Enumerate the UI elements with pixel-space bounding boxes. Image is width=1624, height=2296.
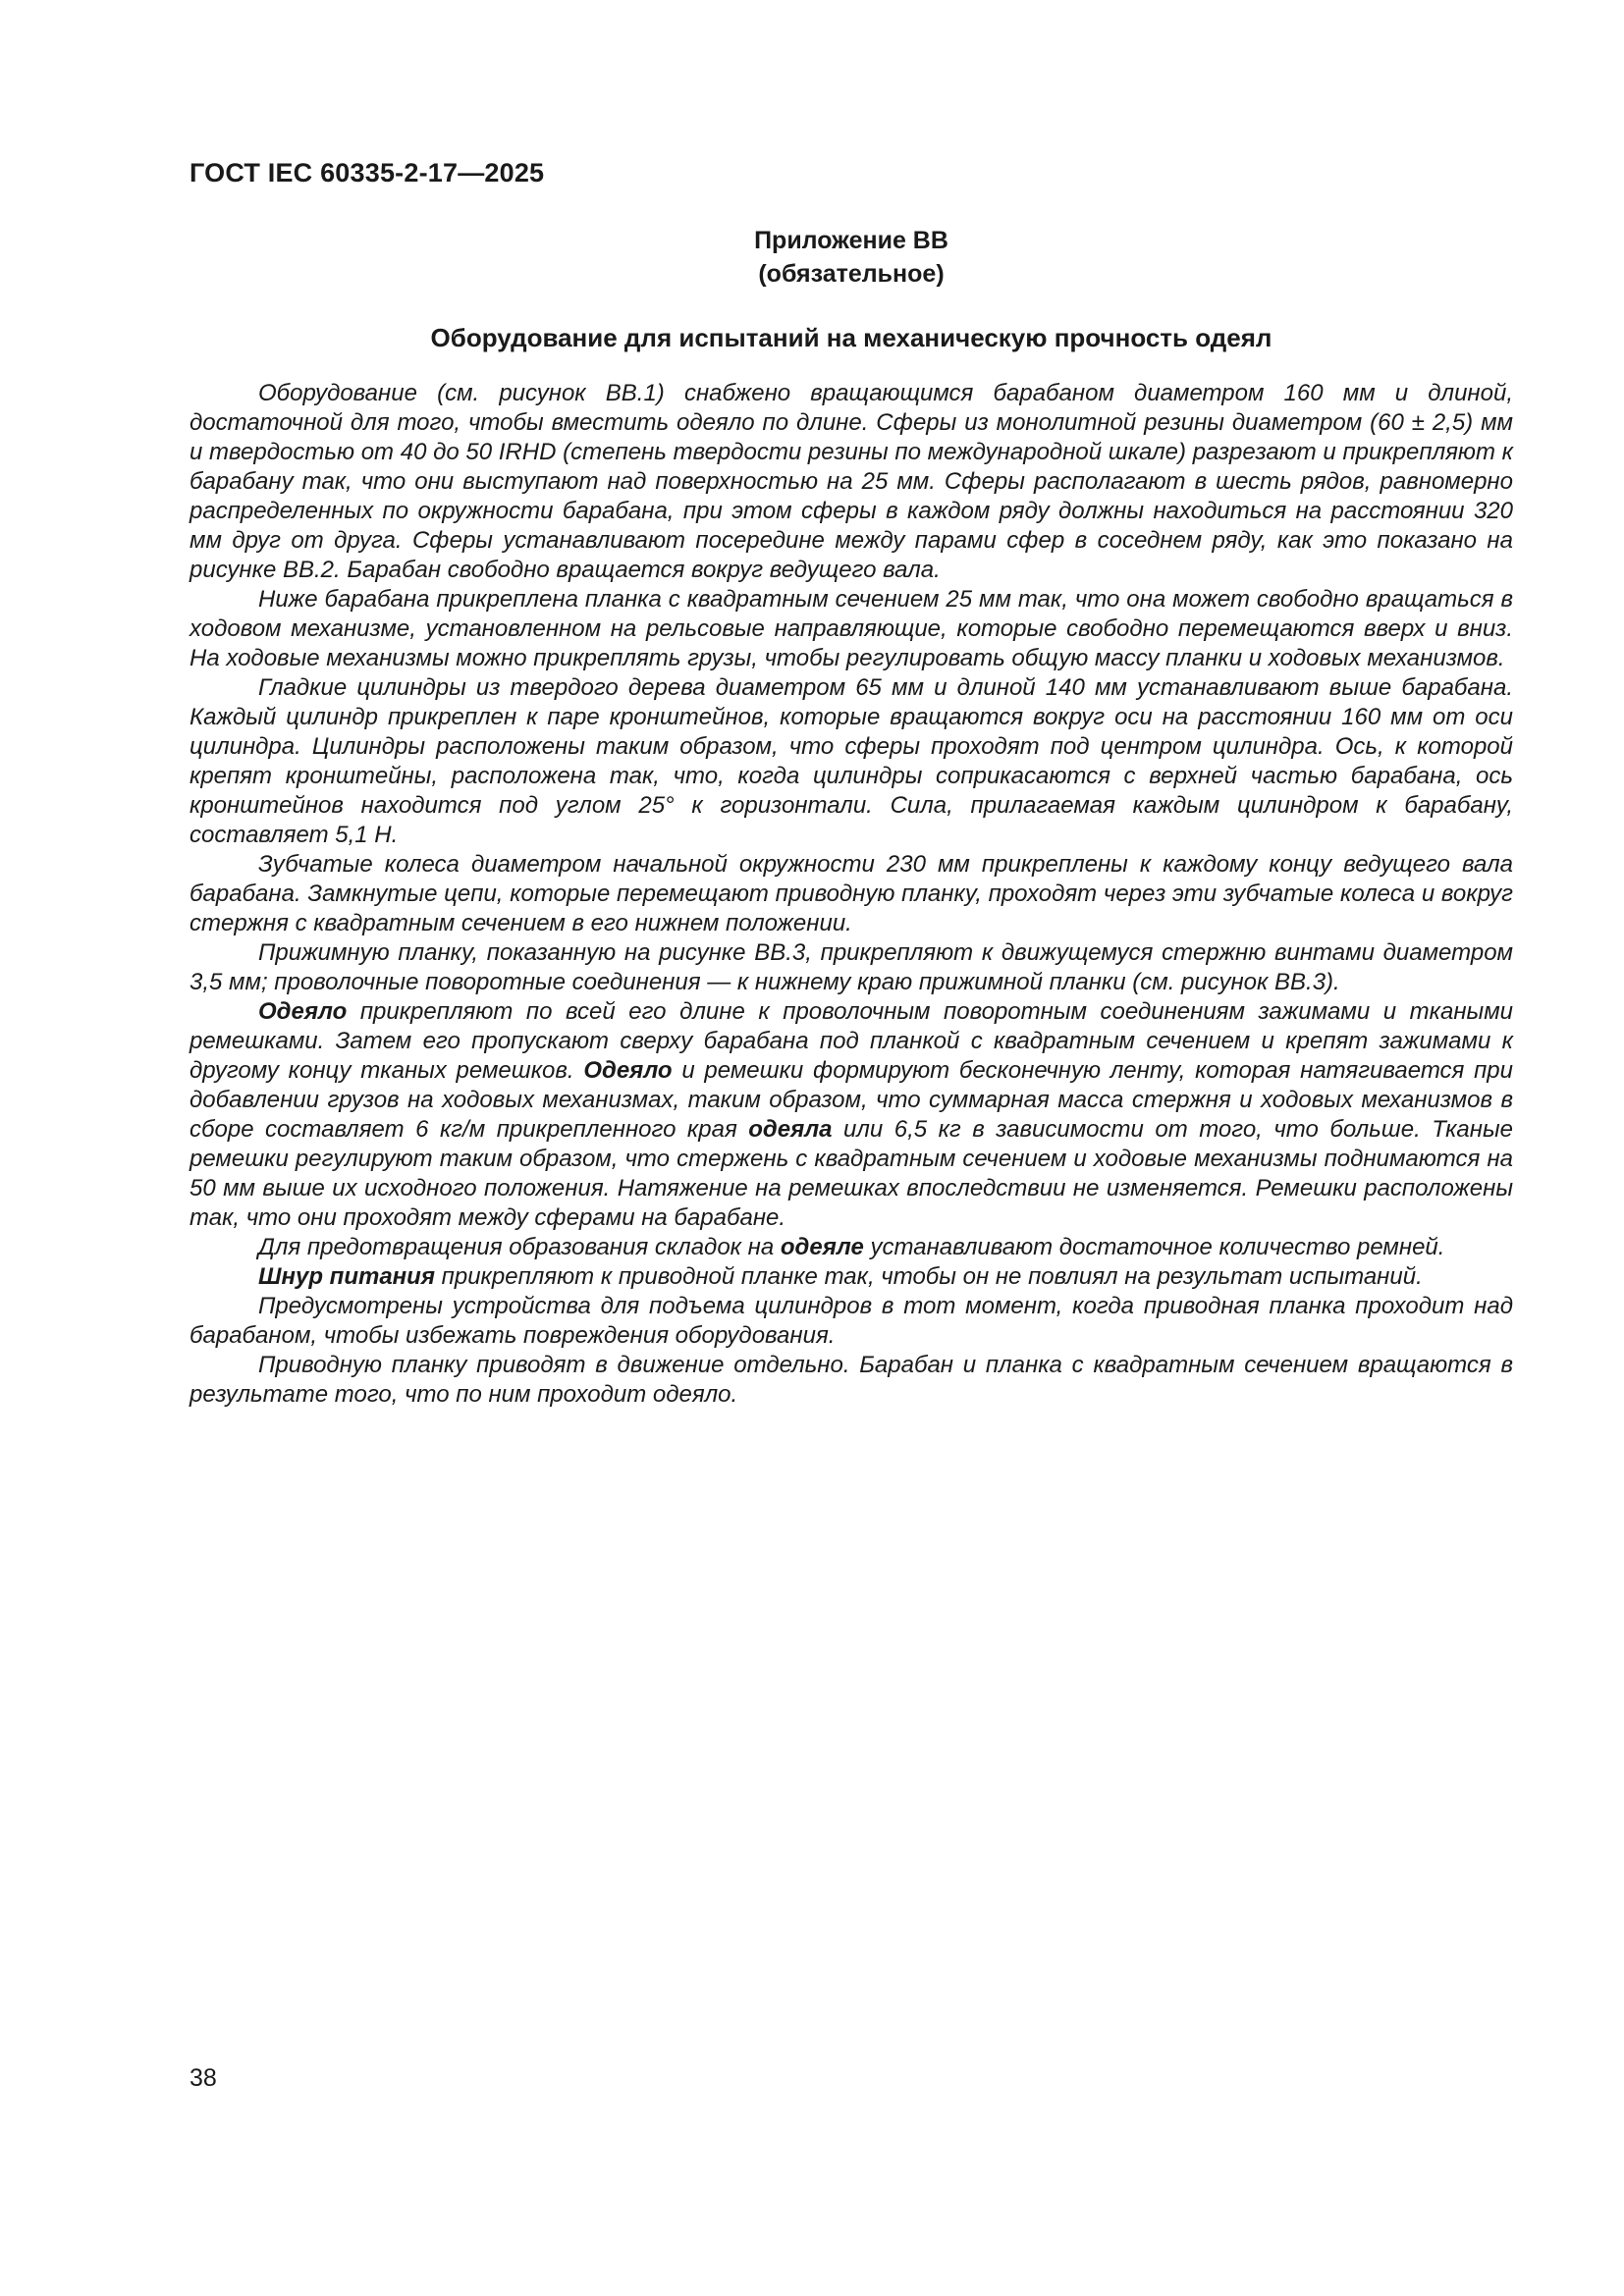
paragraph-segment: Предусмотрены устройства для подъема цилиндров в тот момент, когда приводная планка проходит над барабаном, чтобы избежать повреждения оборудования.	[189, 1293, 1513, 1349]
paragraph	[189, 1233, 1513, 1262]
paragraph-segment: или 6,5 кг в зависимости от того, что больше. Тканые ремешки регулируют таким образом, что стержень с квадратным сечением и ходовые механизмы поднимаются на 50 мм выше их исходного положения. Натяжение на ремешках впоследствии не изменяется. Ремешки расположены так, что они проходят между сферами на барабане.	[189, 1116, 1513, 1231]
paragraph-segment: Для предотвращения образования складок на	[258, 1234, 781, 1260]
paragraph	[189, 379, 1513, 585]
paragraph-segment: Гладкие цилиндры из твердого дерева диаметром 65 мм и длиной 140 мм устанавливают выше барабана. Каждый цилиндр прикреплен к паре кронштейнов, которые вращаются вокруг оси на расстоянии 160 мм от оси цилиндра. Цилиндры расположены таким образом, что сферы проходят под центром цилиндра. Ось, к которой крепят кронштейны, расположена так, что, когда цилиндры соприкасаются с верхней частью барабана, ось кронштейнов находится под углом 25° к горизонтали. Сила, прилагаемая каждым цилиндром к барабану, составляет 5,1 Н.	[189, 674, 1513, 848]
paragraph	[189, 1292, 1513, 1351]
paragraph	[189, 997, 1513, 1233]
paragraph-bold-segment: Одеяло	[583, 1057, 673, 1084]
paragraph	[189, 585, 1513, 673]
paragraph-segment: и ремешки формируют бесконечную ленту, которая натягивается при добавлении грузов на ходовых механизмах, таким образом, что суммарная масса стержня и ходовых механизмов в сборе составляет 6 кг/м прикрепленного края	[189, 1057, 1513, 1143]
paragraph	[189, 850, 1513, 938]
paragraph-segment: Приводную планку приводят в движение отдельно. Барабан и планка с квадратным сечением вращаются в результате того, что по ним проходит одеяло.	[189, 1352, 1513, 1408]
paragraph-bold-segment: Одеяло	[258, 998, 348, 1025]
appendix-title: Приложение ВВ	[754, 227, 948, 254]
paragraph-segment: Зубчатые колеса диаметром начальной окружности 230 мм прикреплены к каждому концу ведущего вала барабана. Замкнутые цепи, которые перемещают приводную планку, проходят через эти зубчатые колеса и вокруг стержня с квадратным сечением в его нижнем положении.	[189, 851, 1513, 936]
page-content	[189, 157, 1513, 1410]
appendix-subtitle: (обязательное)	[758, 260, 945, 288]
paragraph-bold-segment: одеяла	[748, 1116, 833, 1143]
document-header: ГОСТ IEC 60335-2-17—2025	[189, 158, 545, 187]
body-text	[189, 379, 1513, 1410]
paragraph-segment: Прижимную планку, показанную на рисунке ВВ.3, прикрепляют к движущемуся стержню винтами диаметром 3,5 мм; проволочные поворотные соединения — к нижнему краю прижимной планки (см. рисунок ВВ.3).	[189, 939, 1513, 995]
paragraph-segment: прикрепляют к приводной планке так, чтобы он не повлиял на результат испытаний.	[434, 1263, 1423, 1290]
paragraph-segment: прикрепляют по всей его длине к проволочным поворотным соединениям зажимами и ткаными ремешками. Затем его пропускают сверху барабана под планкой с квадратным сечением и крепят зажимами к другому концу тканых ремешков.	[189, 998, 1513, 1084]
paragraph-segment: Ниже барабана прикреплена планка с квадратным сечением 25 мм так, что она может свободно вращаться в ходовом механизме, установленном на рельсовые направляющие, которые свободно перемещаются вверх и вниз. На ходовые механизмы можно прикреплять грузы, чтобы регулировать общую массу планки и ходовых механизмов.	[189, 586, 1513, 671]
paragraph-bold-segment: одеяле	[780, 1234, 864, 1260]
paragraph-segment: Оборудование (см. рисунок ВВ.1) снабжено вращающимся барабаном диаметром 160 мм и длиной, достаточной для того, чтобы вместить одеяло по длине. Сферы из монолитной резины диаметром (60 ± 2,5) мм и твердостью от 40 до 50 IRHD (степень твердости резины по международной шкале) разрезают и прикрепляют к барабану так, что они выступают над поверхностью на 25 мм. Сферы располагают в шесть рядов, равномерно распределенных по окружности барабана, при этом сферы в каждом ряду должны находиться на расстоянии 320 мм друг от друга. Сферы устанавливают посередине между парами сфер в соседнем ряду, как это показано на рисунке ВВ.2. Барабан свободно вращается вокруг ведущего вала.	[189, 380, 1513, 583]
paragraph-segment: устанавливают достаточное количество ремней.	[863, 1234, 1445, 1260]
paragraph	[189, 1351, 1513, 1410]
page-number: 38	[189, 2064, 217, 2092]
section-title: Оборудование для испытаний на механическую прочность одеял	[430, 323, 1272, 352]
paragraph-bold-segment: Шнур питания	[258, 1263, 435, 1290]
paragraph	[189, 1262, 1513, 1292]
paragraph	[189, 673, 1513, 850]
paragraph	[189, 938, 1513, 997]
